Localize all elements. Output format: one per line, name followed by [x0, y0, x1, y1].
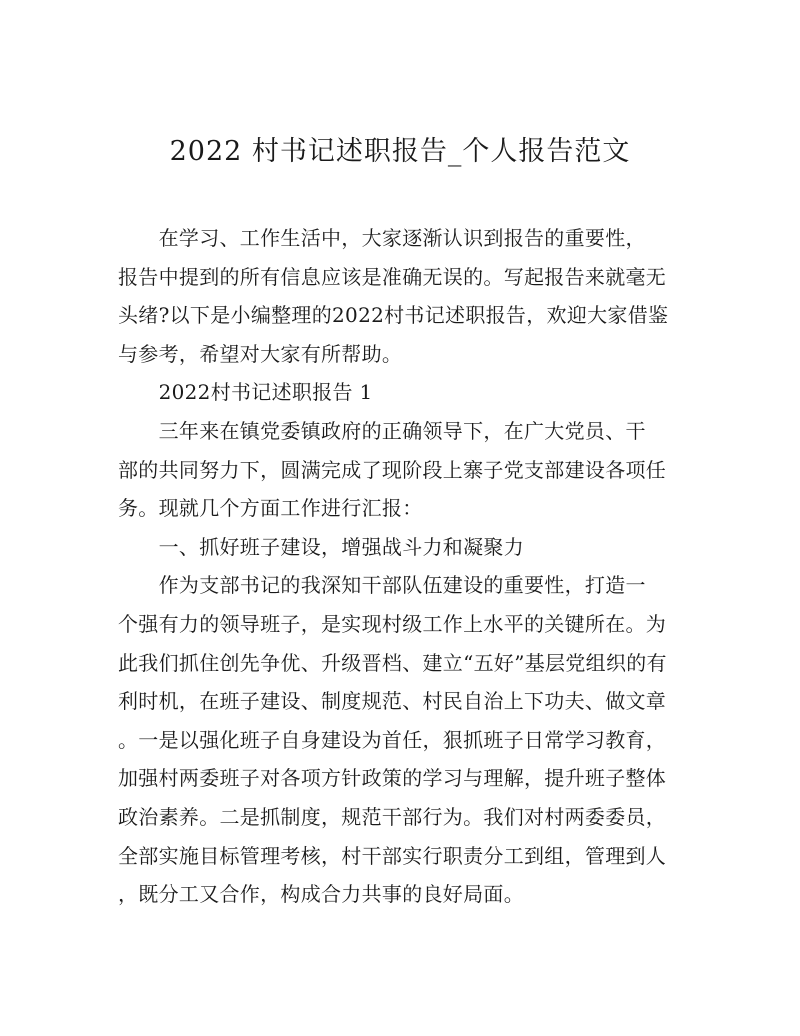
text-line: 个强有力的领导班子，是实现村级工作上水平的关键所在。为	[118, 611, 667, 636]
paragraph-body-1	[118, 566, 688, 913]
document-body	[118, 219, 688, 914]
text-line: 加强村两委班子对各项方针政策的学习与理解，提升班子整体	[118, 766, 667, 791]
text-line: 报告中提到的所有信息应该是准确无误的。写起报告来就毫无	[118, 264, 667, 289]
text-line: 头绪?以下是小编整理的2022村书记述职报告，欢迎大家借鉴	[118, 303, 669, 328]
paragraph-intro	[118, 219, 688, 373]
text-line: 全部实施目标管理考核，村干部实行职责分工到组，管理到人	[118, 843, 667, 868]
text-line: 2022村书记述职报告 1	[118, 380, 373, 405]
text-line: 务。现就几个方面工作进行汇报：	[118, 496, 423, 521]
text-line: 三年来在镇党委镇政府的正确领导下，在广大党员、干	[118, 418, 646, 443]
text-line: 部的共同努力下，圆满完成了现阶段上寨子党支部建设各项任	[118, 457, 667, 482]
text-line: 政治素养。二是抓制度，规范干部行为。我们对村两委委员，	[118, 804, 667, 829]
text-line: 在学习、工作生活中，大家逐渐认识到报告的重要性，	[118, 226, 646, 250]
text-line: 与参考，希望对大家有所帮助。	[118, 341, 403, 366]
subheading-1	[118, 528, 688, 567]
text-line: 作为支部书记的我深知干部队伍建设的重要性，打造一	[118, 573, 646, 598]
document-title: 2022 村书记述职报告_个人报告范文	[169, 136, 631, 167]
text-line: 。一是以强化班子自身建设为首任，狠抓班子日常学习教育，	[118, 727, 667, 752]
text-line: ，既分工又合作，构成合力共事的良好局面。	[118, 882, 524, 907]
paragraph-opening	[118, 412, 688, 528]
text-line: 一、抓好班子建设，增强战斗力和凝聚力	[118, 534, 524, 559]
text-line: 利时机，在班子建设、制度规范、村民自治上下功夫、做文章	[118, 689, 667, 714]
text-line: 此我们抓住创先争优、升级晋档、建立“五好”基层党组织的有	[118, 650, 667, 675]
section-heading	[118, 373, 688, 412]
